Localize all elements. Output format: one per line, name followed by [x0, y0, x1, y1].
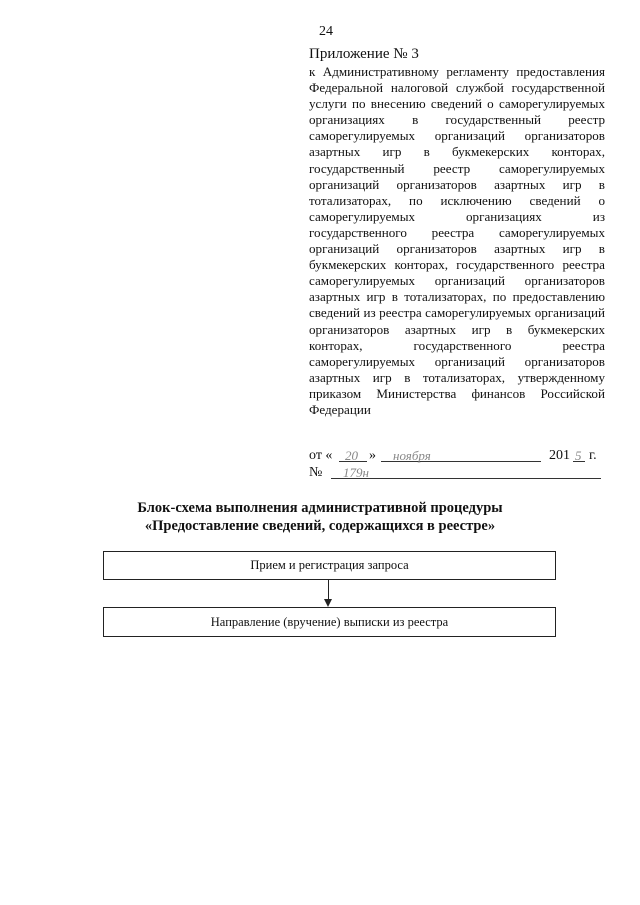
flow-step-send: Направление (вручение) выписки из реестра — [103, 607, 556, 637]
year-suffix: г. — [589, 448, 597, 463]
number-value: 179н — [343, 465, 369, 480]
year-digit: 5 — [575, 448, 582, 463]
order-date-line — [309, 447, 605, 464]
flow-arrow-line — [328, 580, 329, 600]
flow-arrow-head — [324, 599, 332, 607]
order-number-line — [309, 464, 605, 481]
number-prefix: № — [309, 465, 323, 480]
appendix-body: к Административному регламенту предоставления Федеральной налоговой службой государственной услуги по внесению сведений о саморегулируемых организациях в государственный реестр саморегулируемых организаций организаторов азартных игр в букмекерских конторах, государственный реестр саморегулируемых организаций организаторов азартных игр в тотализаторах, по исключению сведений о саморегулируемых организациях из государственного реестра саморегулируемых организаций организаторов азартных игр в букмекерских конторах, государственного реестра саморегулируемых организаций организаторов азартных игр в тотализаторах, по предоставлению сведений из реестра саморегулируемых организаций организаторов азартных игр в букмекерских конторах, государственного реестра саморегулируемых организаций организаторов азартных игр в тотализаторах, утвержденному приказом Министерства финансов Российской Федерации — [309, 64, 605, 417]
page-number: 24 — [319, 24, 333, 39]
date-day: 20 — [345, 448, 358, 463]
date-month: ноября — [393, 448, 431, 463]
flowchart-title-line-1: Блок-схема выполнения административной процедуры — [137, 500, 503, 516]
year-prefix: 201 — [549, 448, 570, 463]
date-mid: » — [369, 448, 376, 463]
date-prefix: от « — [309, 448, 333, 463]
appendix-title: Приложение № 3 — [309, 46, 419, 62]
flowchart-title-line-2: «Предоставление сведений, содержащихся в реестре» — [144, 518, 496, 534]
number-field — [331, 464, 601, 479]
flowchart-title — [0, 499, 640, 535]
flow-step-receive: Прием и регистрация запроса — [103, 551, 556, 580]
